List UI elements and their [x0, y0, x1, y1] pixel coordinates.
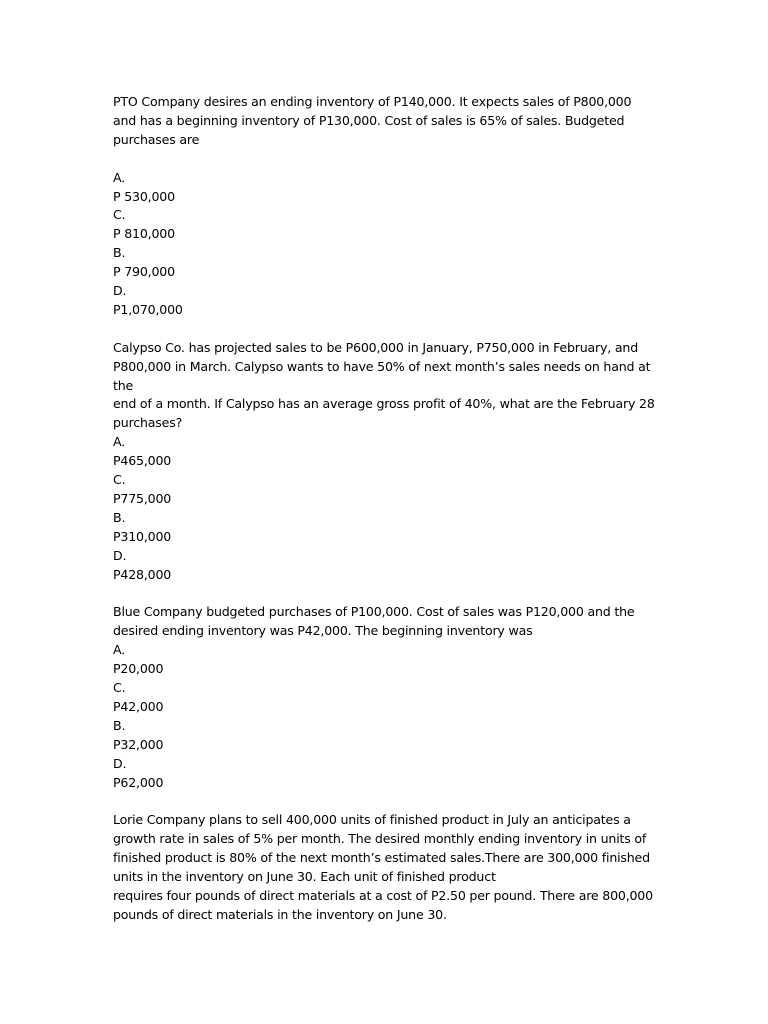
- question-2: [113, 339, 658, 585]
- question-stem-line: pounds of direct materials in the inventory on June 30.: [113, 906, 447, 922]
- question-stem-line: finished product is 80% of the next month’s estimated sales.There are 300,000 finished: [113, 850, 650, 866]
- question-stem-line: end of a month. If Calypso has an average gross profit of 40%, what are the February 28: [113, 396, 655, 412]
- option-letter: B.: [113, 245, 126, 261]
- blank-line: [113, 792, 658, 811]
- option-letter: B.: [113, 717, 126, 733]
- option-value: P 790,000: [113, 264, 175, 280]
- question-stem-line: desired ending inventory was P42,000. The beginning inventory was: [113, 623, 533, 639]
- question-stem-line: P800,000 in March. Calypso wants to have 50% of next month’s sales needs on hand at: [113, 358, 651, 374]
- option-value: P775,000: [113, 491, 172, 506]
- question-stem-line: purchases?: [113, 415, 183, 431]
- option-value: P1,070,000: [113, 301, 183, 317]
- option-letter: B.: [113, 509, 126, 525]
- question-stem-line: Blue Company budgeted purchases of P100,000. Cost of sales was P120,000 and the: [113, 604, 635, 620]
- blank-line: [113, 585, 658, 604]
- option-value: P465,000: [113, 453, 172, 469]
- option-value: P62,000: [113, 774, 164, 790]
- option-letter: A.: [113, 169, 125, 185]
- question-3: [113, 603, 658, 792]
- question-stem-line: Lorie Company plans to sell 400,000 units of finished product in July an anticipates a: [113, 812, 631, 828]
- option-value: P 530,000: [113, 188, 175, 204]
- option-letter: A.: [113, 434, 125, 450]
- blank-line: [113, 150, 658, 169]
- question-stem-line: Calypso Co. has projected sales to be P600,000 in January, P750,000 in February, and: [113, 339, 638, 355]
- question-stem-line: requires four pounds of direct materials at a cost of P2.50 per pound. There are 800,000: [113, 888, 653, 903]
- document-body: [113, 93, 658, 925]
- blank-line: [113, 320, 658, 339]
- question-stem-line: and has a beginning inventory of P130,000. Cost of sales is 65% of sales. Budgeted: [113, 112, 625, 128]
- question-4: [113, 811, 658, 924]
- option-value: P42,000: [113, 698, 164, 714]
- option-letter: C.: [113, 472, 126, 488]
- option-value: P32,000: [113, 736, 164, 752]
- question-stem-line: units in the inventory on June 30. Each unit of finished product: [113, 869, 496, 885]
- question-stem-line: the: [113, 377, 134, 393]
- option-letter: D.: [113, 547, 127, 563]
- option-value: P428,000: [113, 566, 172, 582]
- option-letter: D.: [113, 755, 127, 771]
- option-letter: D.: [113, 283, 127, 299]
- option-value: P310,000: [113, 528, 172, 544]
- option-value: P20,000: [113, 661, 164, 677]
- question-stem-line: PTO Company desires an ending inventory of P140,000. It expects sales of P800,000: [113, 94, 632, 109]
- question-stem-line: purchases are: [113, 131, 200, 147]
- question-1: [113, 93, 658, 320]
- question-stem-line: growth rate in sales of 5% per month. The desired monthly ending inventory in units of: [113, 831, 647, 847]
- option-value: P 810,000: [113, 226, 175, 242]
- option-letter: A.: [113, 642, 125, 658]
- option-letter: C.: [113, 207, 126, 223]
- option-letter: C.: [113, 680, 126, 696]
